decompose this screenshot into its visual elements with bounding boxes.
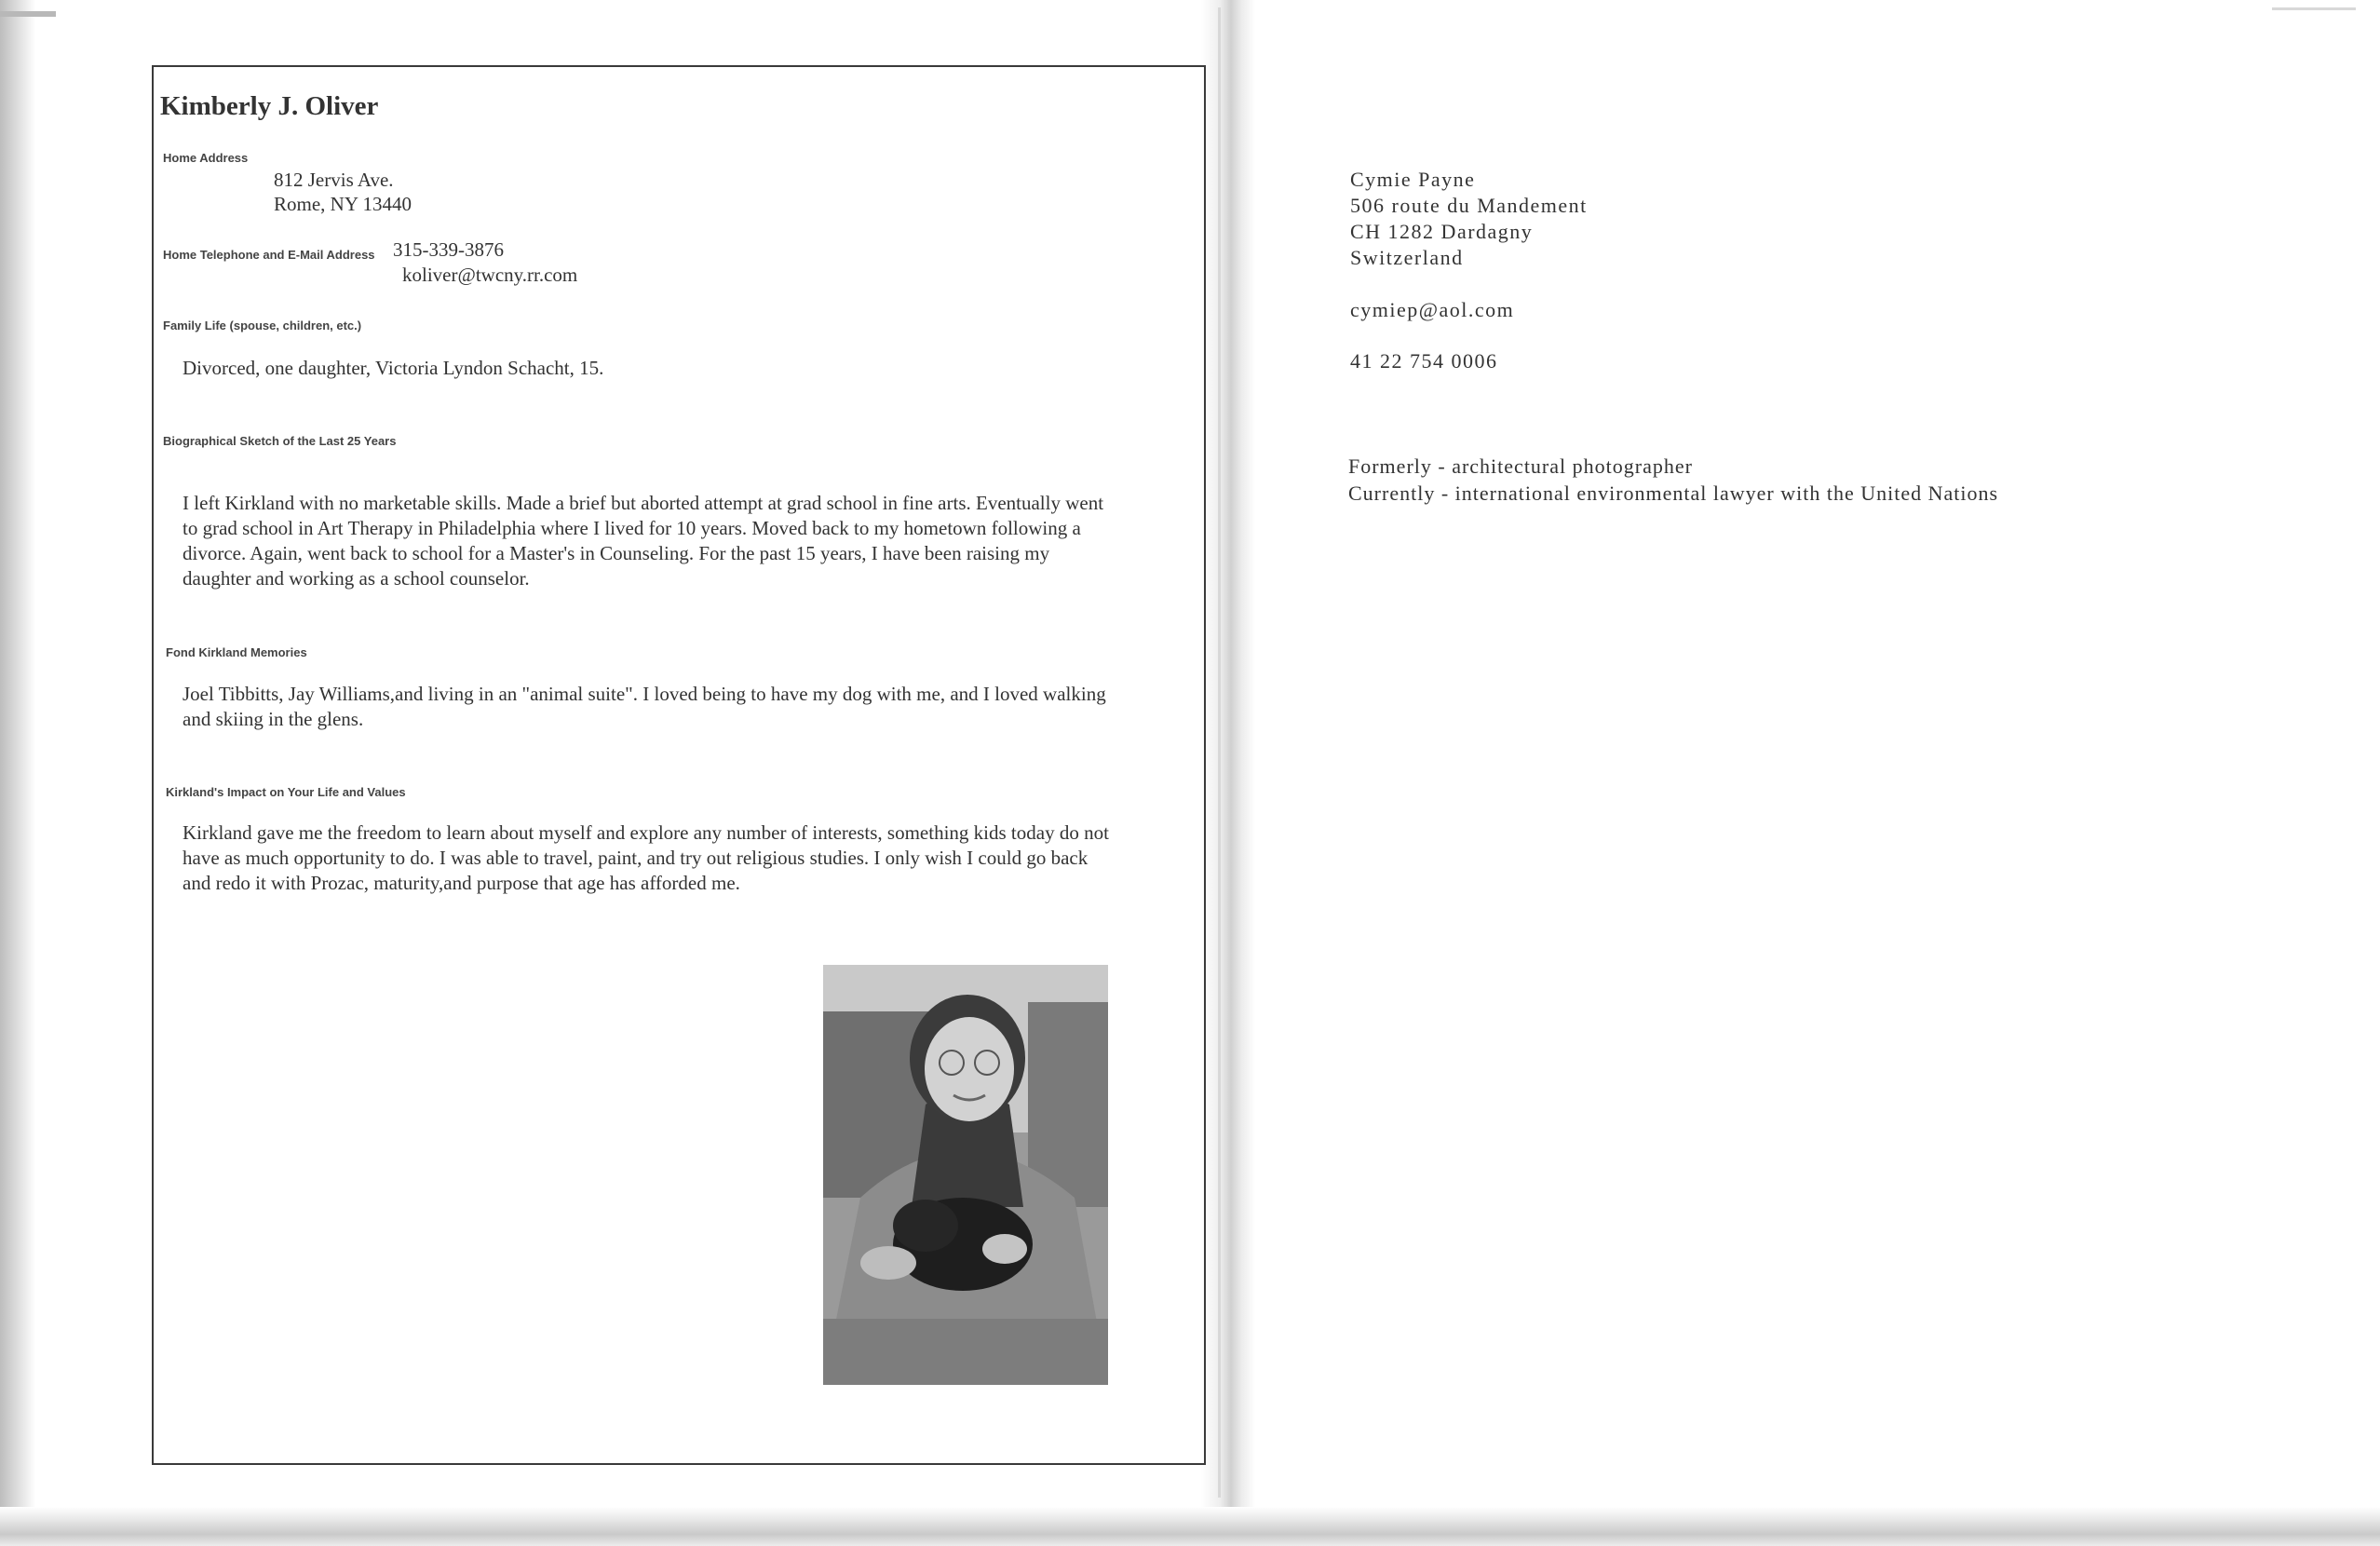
memories-label: Fond Kirkland Memories — [166, 645, 307, 659]
page-corner-mark — [0, 11, 56, 17]
impact-label: Kirkland's Impact on Your Life and Values — [166, 785, 406, 799]
right-address-line-1: 506 route du Mandement — [1350, 194, 1588, 217]
family-life-text: Divorced, one daughter, Victoria Lyndon Schacht, 15. — [183, 357, 604, 379]
memories-text: Joel Tibbitts, Jay Williams,and living in an "animal suite". I loved being to have my dog with me, and I loved walking and skiing in the glens. — [183, 683, 1106, 730]
biography-text: I left Kirkland with no marketable skills. Made a brief but aborted attempt at grad school in fine arts. Eventually went to grad school in Art Therapy in Philadelphia where I lived for 10 years. Moved back to my hometown following a divorce. Again, went back to school for a Master's in Counseling. For the past 15 years, I have been raising my daughter and working as a school counselor. — [183, 492, 1104, 590]
right-email: cymiep@aol.com — [1350, 298, 1515, 321]
right-person-name: Cymie Payne — [1350, 168, 1476, 191]
right-address-line-2: CH 1282 Dardagny — [1350, 220, 1534, 243]
contact-label: Home Telephone and E-Mail Address — [163, 248, 375, 262]
right-currently: Currently - international environmental lawyer with the United Nations — [1348, 481, 1999, 505]
portrait-photo — [823, 965, 1108, 1385]
page-edge-bottom — [0, 1507, 2380, 1546]
address-line-2: Rome, NY 13440 — [274, 193, 412, 215]
biography-label: Biographical Sketch of the Last 25 Years — [163, 434, 397, 448]
impact-text: Kirkland gave me the freedom to learn about myself and explore any number of interests, something kids today do not have as much opportunity to do. I was able to travel, paint, and try out religious studies. I only wish I could go back and redo it with Prozac, maturity,and purpose that age has afforded me. — [183, 821, 1109, 894]
gutter-line — [1218, 7, 1221, 1498]
address-line-1: 812 Jervis Ave. — [274, 169, 394, 191]
right-contact-block — [1350, 168, 1588, 272]
phone-number: 315-339-3876 — [393, 238, 504, 261]
book-gutter — [1201, 0, 1255, 1527]
email-address: koliver@twcny.rr.com — [402, 264, 578, 286]
page-corner-mark-right — [2272, 7, 2356, 10]
right-formerly: Formerly - architectural photographer — [1348, 454, 1693, 478]
home-address-label: Home Address — [163, 151, 249, 165]
right-address-line-3: Switzerland — [1350, 246, 1464, 269]
page-edge-left — [0, 0, 35, 1546]
family-life-label: Family Life (spouse, children, etc.) — [163, 319, 362, 332]
person-name: Kimberly J. Oliver — [160, 91, 379, 121]
right-phone: 41 22 754 0006 — [1350, 349, 1498, 373]
